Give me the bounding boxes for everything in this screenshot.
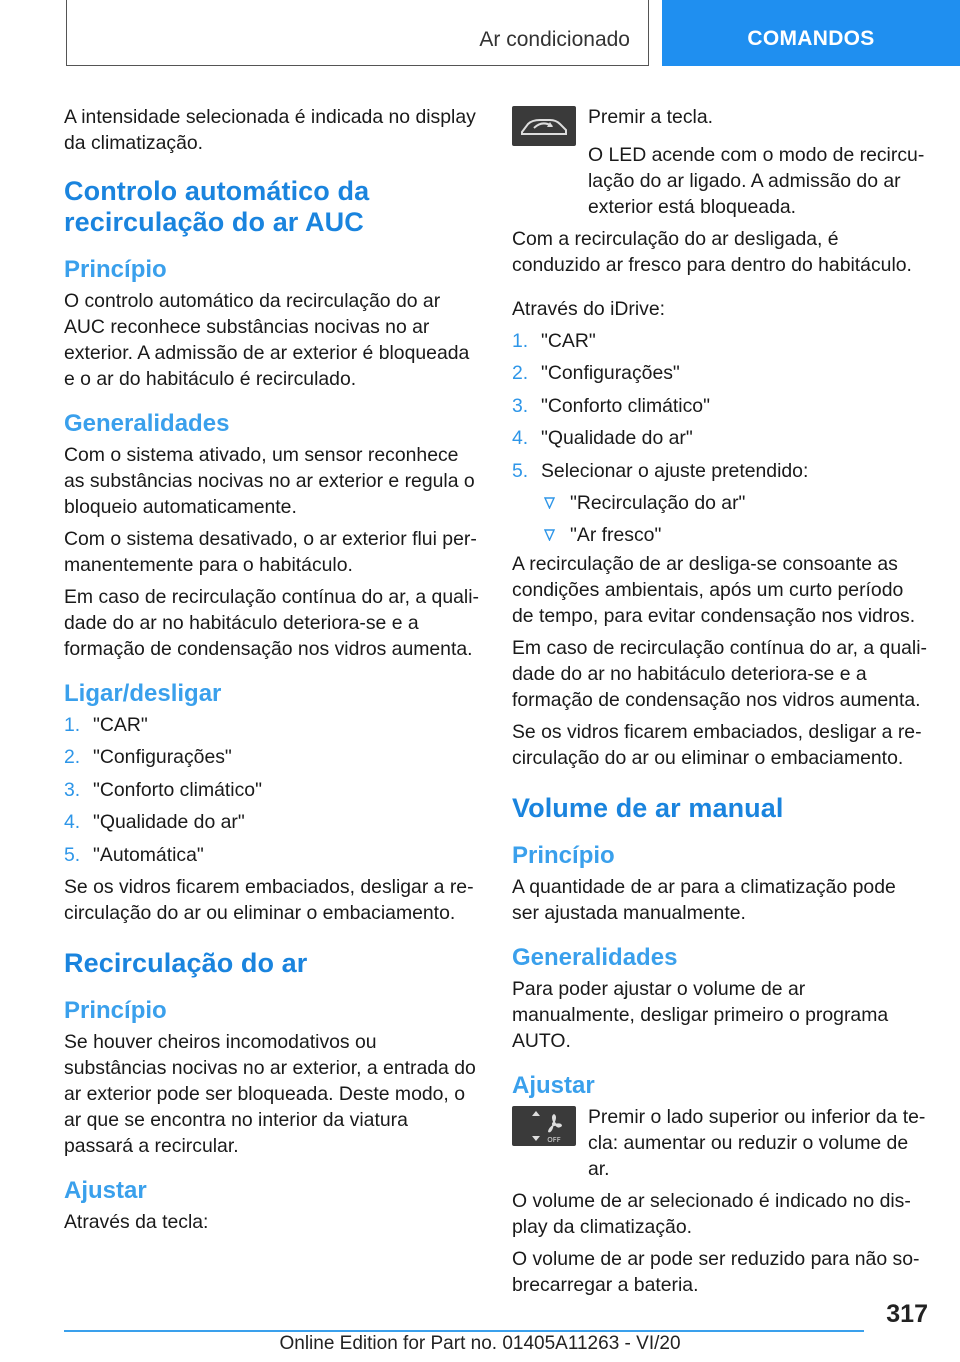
intro-paragraph: A intensidade selecionada é indicada no display da climatização. — [64, 106, 476, 154]
recirc-heading: Recirculação do ar — [64, 947, 308, 978]
list-item — [64, 744, 480, 770]
step-number: 5. — [512, 459, 529, 482]
step-text: "Configurações" — [541, 362, 680, 385]
volume-heading: Volume de ar manual — [512, 792, 784, 823]
fan-off-label: OFF — [547, 1135, 561, 1144]
onoff-note: Se os vidros ficarem embaciados, desligar a recirculação do ar ou eliminar o embaciamento. — [64, 875, 474, 924]
step-number: 4. — [512, 427, 529, 450]
recirc-key-row — [512, 104, 928, 168]
left-column — [64, 104, 480, 1241]
fresh-air-text: Com a recirculação do ar desligada, é conduzido ar fresco para dentro do habitáculo. — [512, 228, 912, 276]
step-text: "CAR" — [93, 714, 148, 736]
list-item — [512, 360, 928, 386]
chapter-tab: COMANDOS — [662, 0, 960, 66]
step-number: 1. — [64, 714, 81, 736]
list-item — [64, 712, 480, 738]
idrive-steps-list — [512, 328, 928, 484]
auc-principle-text: O controlo automático da recirculação do ar AUC reconhece substâncias nocivas no ar exterior. A admissão de ar exterior é bloqueada e o ar do habitáculo é recirculado. — [64, 290, 470, 390]
auto-off-text: A recirculação de ar desliga-se consoante as condições ambientais, após um curto período de tempo, para evitar condensação nos vidros. — [512, 552, 916, 627]
page-header — [0, 0, 960, 66]
volume-display-text: O volume de ar selecionado é indicado no display da climatização. — [512, 1189, 911, 1238]
step-text: "Conforto climático" — [541, 394, 710, 417]
step-number: 2. — [512, 362, 529, 385]
auc-principle-heading: Princípio — [64, 256, 167, 283]
fan-button-icon — [512, 1106, 576, 1146]
list-item — [64, 777, 480, 803]
volume-adjust-heading: Ajustar — [512, 1071, 595, 1099]
volume-principle-heading: Princípio — [512, 841, 615, 869]
step-text: "Conforto climático" — [93, 778, 262, 801]
volume-general-heading: Generalidades — [512, 943, 678, 971]
step-text: "Configurações" — [93, 746, 232, 769]
step-text: Selecionar o ajuste pretendido: — [541, 459, 809, 482]
step-number: 4. — [64, 811, 81, 834]
step-number: 3. — [512, 394, 529, 417]
continuous-recirc-text: Em caso de recirculação contínua do ar, a qualidade do ar no habitáculo deteriora-se e a formação de condensação nos vidros aumenta. — [512, 636, 927, 711]
onoff-steps-list — [64, 712, 480, 868]
auc-general-paragraph-3: Em caso de recirculação contínua do ar, a qualidade do ar no habitáculo deteriora-se e a formação de condensação nos vidros aumenta. — [64, 586, 479, 660]
volume-general-text: Para poder ajustar o volume de ar manualmente, desligar primeiro o programa AUTO. — [512, 977, 889, 1052]
list-item — [512, 522, 928, 548]
volume-reduce-text: O volume de ar pode ser reduzido para não sobrecarregar a bateria. — [512, 1247, 920, 1296]
fan-press-text: Premir o lado superior ou inferior da tecla: aumentar ou reduzir o volume de ar. — [588, 1105, 926, 1180]
step-number: 1. — [512, 330, 529, 352]
step-text: "CAR" — [541, 330, 596, 352]
substep-text: "Recirculação do ar" — [570, 491, 746, 514]
auc-general-heading: Generalidades — [64, 410, 230, 437]
footer-divider — [64, 1330, 864, 1332]
auc-general-paragraph-1: Com o sistema ativado, um sensor reconhece as substâncias nocivas no ar exterior e regula o bloqueio automaticamente. — [64, 444, 475, 518]
substep-text: "Ar fresco" — [570, 524, 662, 547]
edition-footer: Online Edition for Part no. 01405A11263 - VI/20 — [279, 1333, 681, 1354]
step-text: "Qualidade do ar" — [541, 427, 693, 450]
step-text: "Automática" — [93, 843, 204, 866]
step-number: 5. — [64, 843, 81, 866]
section-title: Ar condicionado — [479, 28, 630, 51]
triangle-bullet-icon — [544, 529, 555, 541]
right-column — [512, 104, 928, 1304]
fog-text: Se os vidros ficarem embaciados, desligar a recirculação do ar ou eliminar o embaciamento. — [512, 720, 922, 769]
step-text: "Qualidade do ar" — [93, 811, 245, 834]
list-item — [512, 458, 928, 484]
list-item — [512, 328, 928, 354]
idrive-substeps-list — [512, 490, 928, 548]
section-tab — [66, 0, 649, 66]
recirc-adjust-text: Através da tecla: — [64, 1210, 209, 1233]
list-item — [512, 425, 928, 451]
list-item — [64, 809, 480, 835]
recirc-principle-heading: Princípio — [64, 996, 167, 1024]
led-text: O LED acende com o modo de recirculação do ar ligado. A admissão do ar exterior está bloqueada. — [588, 144, 925, 218]
list-item — [512, 393, 928, 419]
recirc-adjust-heading: Ajustar — [64, 1176, 147, 1204]
idrive-intro: Através do iDrive: — [512, 298, 666, 320]
fan-key-row — [512, 1104, 928, 1182]
page-number: 317 — [886, 1300, 928, 1328]
onoff-heading: Ligar/desligar — [64, 680, 222, 707]
list-item — [64, 842, 480, 868]
recirculation-button-icon — [512, 106, 576, 146]
step-number: 2. — [64, 746, 81, 769]
car-recirculation-icon — [512, 106, 576, 146]
step-number: 3. — [64, 778, 81, 801]
auc-heading: Controlo automático da recirculação do ar AUC — [64, 176, 370, 237]
fan-icon — [512, 1106, 576, 1146]
recirc-principle-text: Se houver cheiros incomodativos ou substâncias nocivas no ar exterior, a entrada do ar exterior pode ser bloqueada. Deste modo, o ar que se encontra no interior da viatura passará a recircular. — [64, 1030, 476, 1157]
auc-general-paragraph-2: Com o sistema desativado, o ar exterior flui permanentemente para o habitáculo. — [64, 528, 477, 576]
press-key-text: Premir a tecla. — [588, 106, 713, 128]
list-item — [512, 490, 928, 516]
volume-principle-text: A quantidade de ar para a climatização pode ser ajustada manualmente. — [512, 875, 896, 924]
triangle-bullet-icon — [544, 497, 555, 509]
